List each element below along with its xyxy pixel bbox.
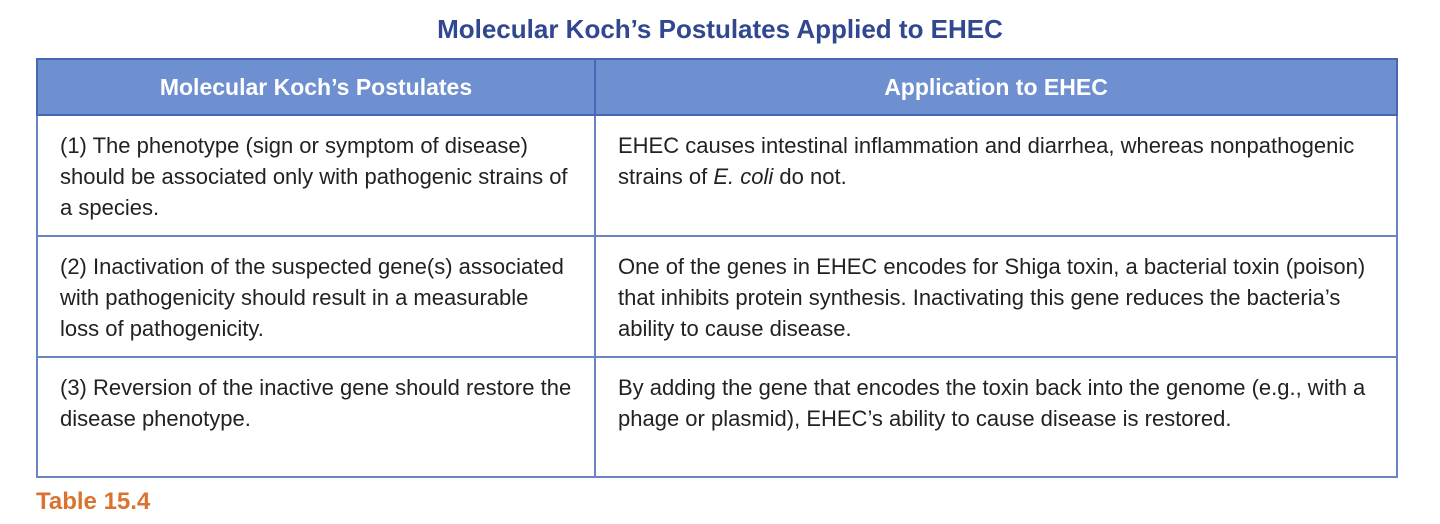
- header-application: Application to EHEC: [595, 59, 1397, 115]
- table-caption: Table 15.4: [36, 488, 151, 515]
- postulate-cell: (2) Inactivation of the suspected gene(s) associated with pathogenicity should result in a measurable loss of pathogenicity.: [37, 236, 595, 357]
- table-row: [37, 357, 1397, 477]
- header-row: [37, 59, 1397, 115]
- application-cell: By adding the gene that encodes the toxin back into the genome (e.g., with a phage or plasmid), EHEC’s ability to cause disease is restored.: [595, 357, 1397, 477]
- postulate-cell: (3) Reversion of the inactive gene should restore the disease phenotype.: [37, 357, 595, 477]
- postulates-table: [36, 58, 1398, 478]
- table-title: Molecular Koch’s Postulates Applied to EHEC: [437, 14, 1003, 44]
- postulate-cell: (1) The phenotype (sign or symptom of disease) should be associated only with pathogenic strains of a species.: [37, 115, 595, 236]
- header-postulates: Molecular Koch’s Postulates: [37, 59, 595, 115]
- application-text: EHEC causes intestinal inflammation and diarrhea, whereas nonpathogenic strains of: [618, 133, 1355, 189]
- table-row: [37, 115, 1397, 236]
- table-row: [37, 236, 1397, 357]
- application-text-end: do not.: [773, 164, 847, 189]
- application-cell: [595, 115, 1397, 236]
- application-cell: One of the genes in EHEC encodes for Shiga toxin, a bacterial toxin (poison) that inhibits protein synthesis. Inactivating this gene reduces the bacteria’s ability to cause disease.: [595, 236, 1397, 357]
- species-name: E. coli: [713, 164, 774, 189]
